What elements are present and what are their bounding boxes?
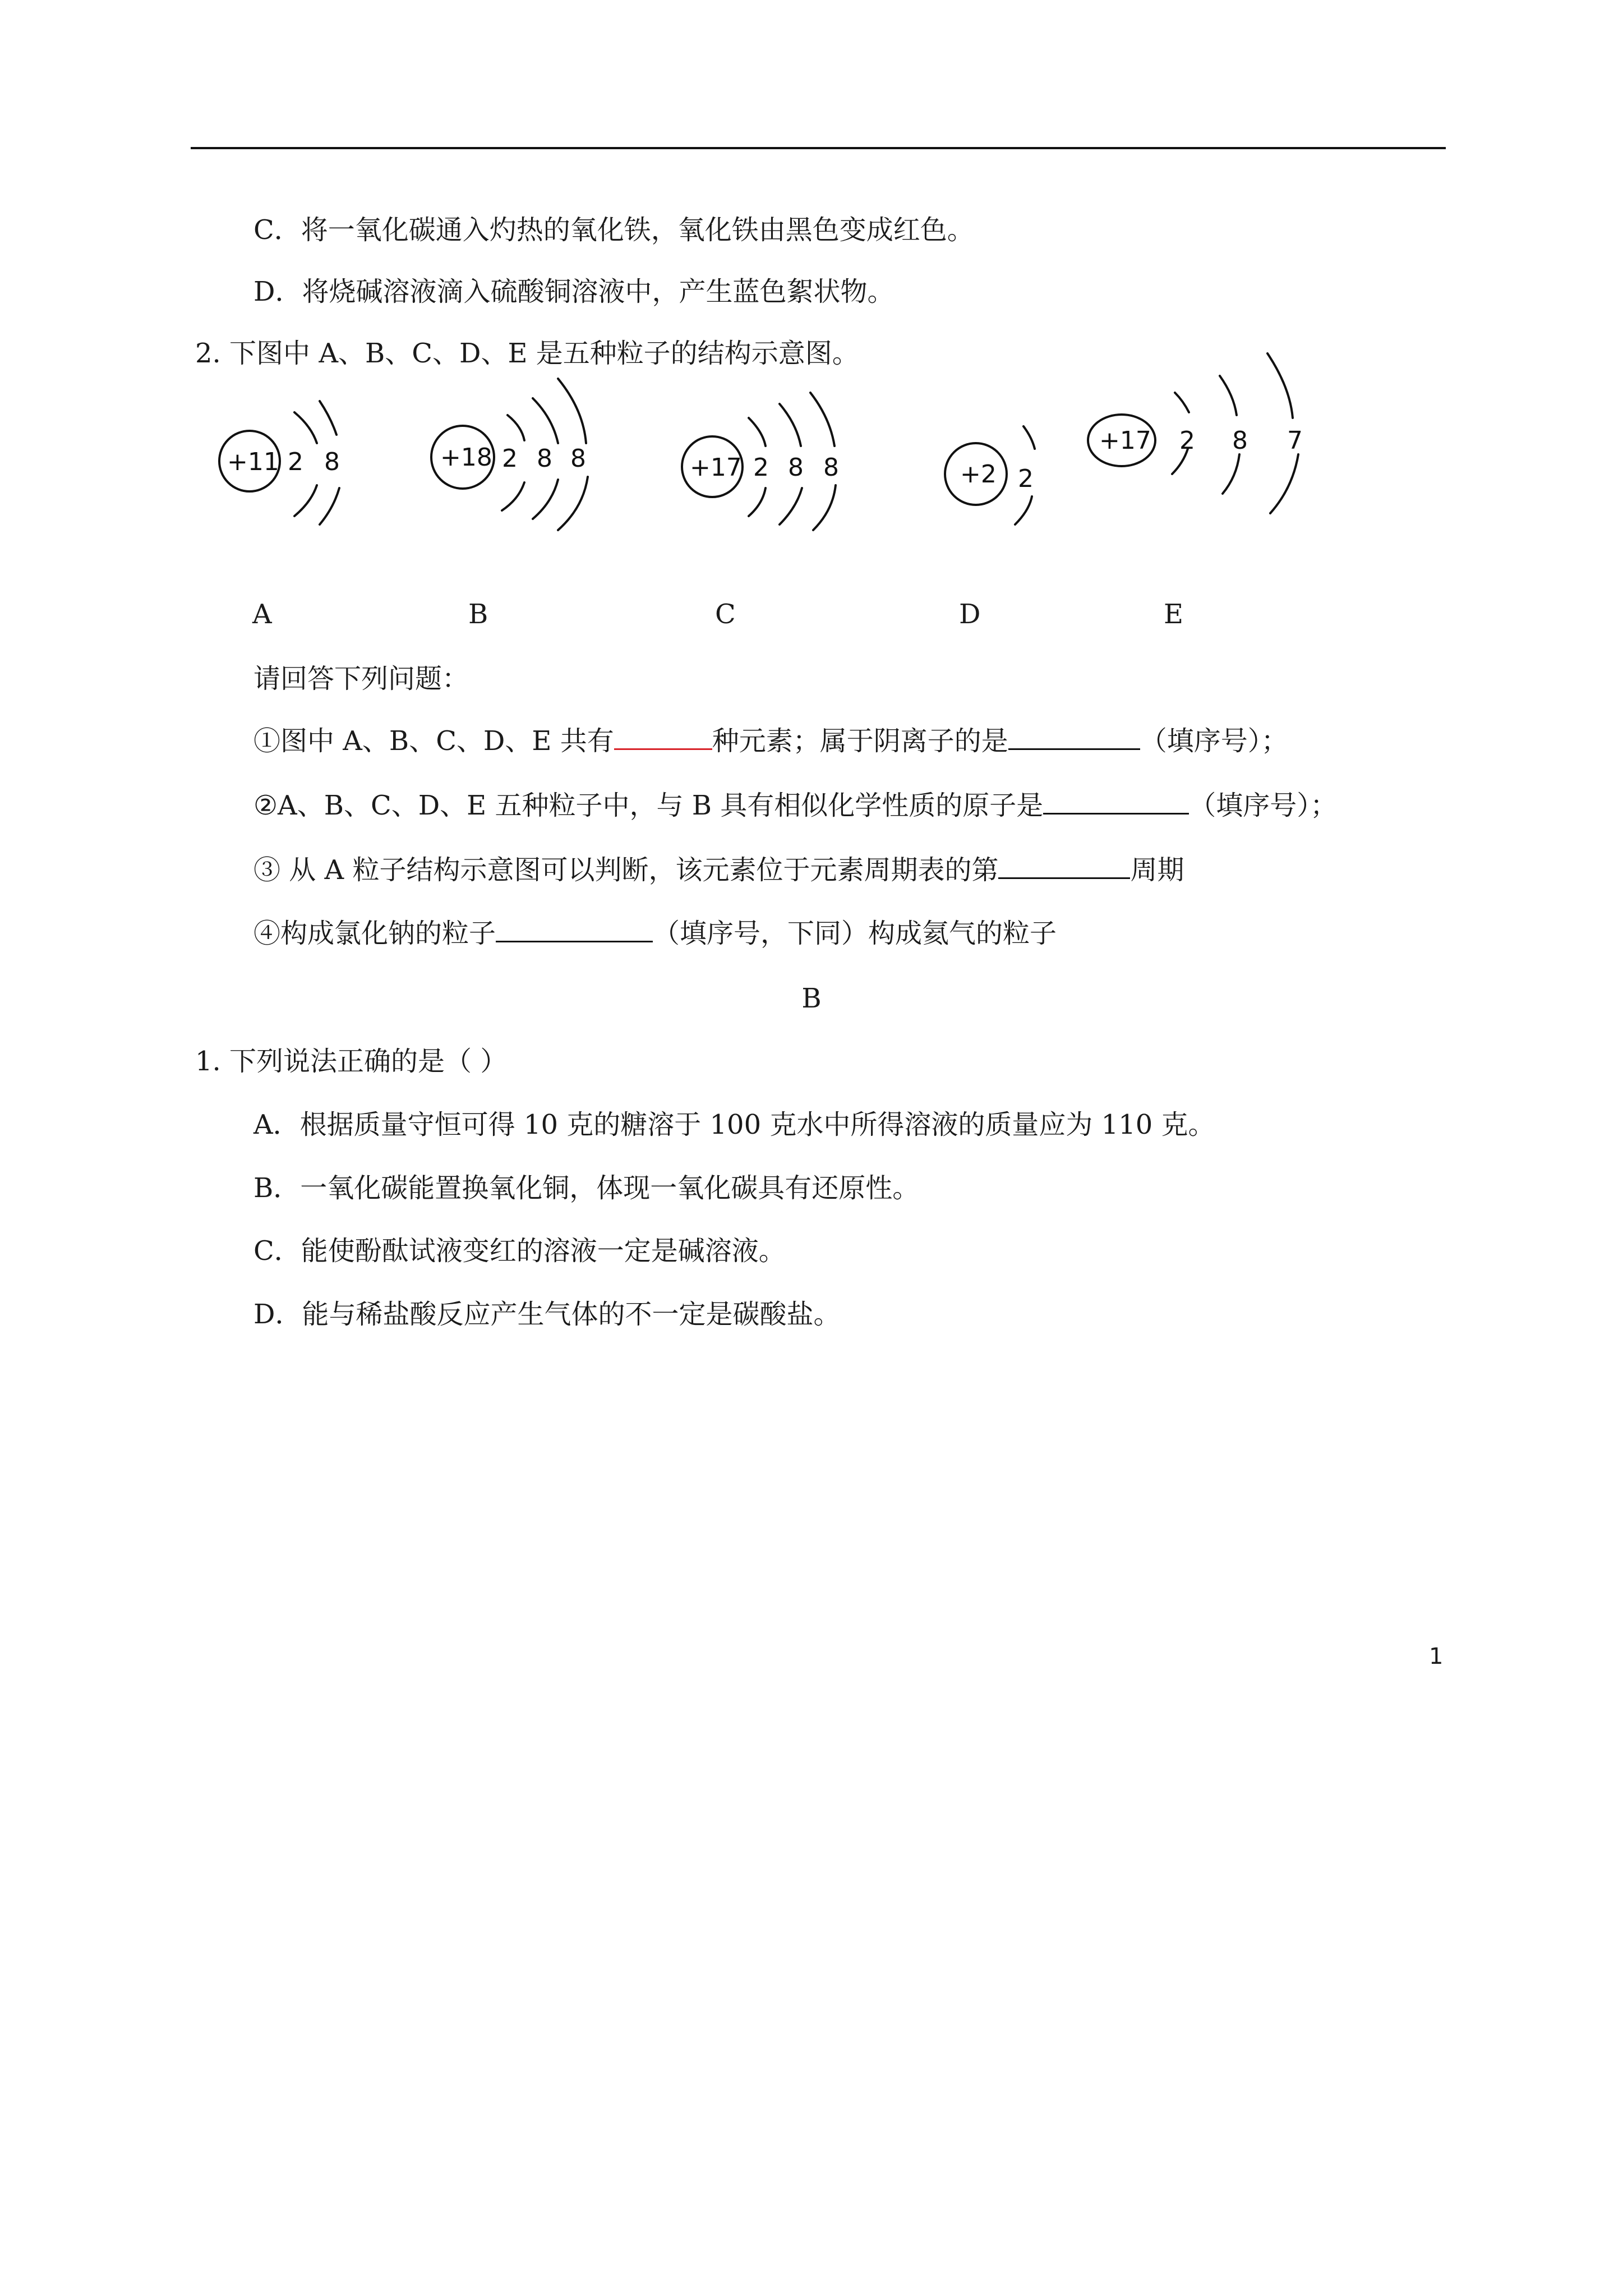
shell-c-3: 8 <box>823 453 839 482</box>
sub3-text-b: 周期 <box>1130 854 1184 886</box>
diagram-label-a: A <box>252 599 272 630</box>
shell-b-2: 8 <box>537 444 552 473</box>
answer-blank-3[interactable] <box>998 853 1130 879</box>
diagram-label-e: E <box>1164 599 1184 630</box>
sub-question-4 <box>253 916 1057 950</box>
option-c: C．将一氧化碳通入灼热的氧化铁，氧化铁由黑色变成红色。 <box>253 214 974 246</box>
nucleus-charge-a: +11 <box>227 448 279 476</box>
shell-a-2: 8 <box>324 448 340 476</box>
section-b-question-1-stem: 1. 下列说法正确的是（ ） <box>195 1046 508 1077</box>
diagram-label-d: D <box>959 599 981 630</box>
question-2-stem: 2. 下图中 A、B、C、D、E 是五种粒子的结构示意图。 <box>195 338 859 369</box>
section-b-option-c: C．能使酚酞试液变红的溶液一定是碱溶液。 <box>253 1235 786 1267</box>
sub4-text-b: （填序号，下同）构成氦气的粒子 <box>653 918 1057 949</box>
sub1-text-c: （填序号）； <box>1140 725 1288 757</box>
nucleus-charge-e: +17 <box>1099 426 1151 455</box>
answer-blank-1a[interactable] <box>614 724 712 750</box>
sub-question-1 <box>253 724 1288 758</box>
sub1-text-a: ①图中 A、B、C、D、E 共有 <box>253 725 614 757</box>
diagram-label-c: C <box>715 599 736 630</box>
page-number: 1 <box>1429 1644 1444 1669</box>
nucleus-charge-d: +2 <box>960 460 997 489</box>
section-b-option-b: B．一氧化碳能置换氧化铜，体现一氧化碳具有还原性。 <box>253 1172 920 1204</box>
shell-b-3: 8 <box>570 444 586 473</box>
shell-c-1: 2 <box>753 453 769 482</box>
sub4-text-a: ④构成氯化钠的粒子 <box>253 918 496 949</box>
shell-d-1: 2 <box>1018 464 1034 493</box>
sub-question-2 <box>253 788 1337 822</box>
sub2-text-b: （填序号）； <box>1189 790 1338 821</box>
section-b-option-a: A．根据质量守恒可得 10 克的糖溶于 100 克水中所得溶液的质量应为 110 克。 <box>253 1109 1215 1140</box>
atom-structure-diagrams <box>0 337 1623 561</box>
sub-question-3 <box>253 853 1184 887</box>
sub1-text-b: 种元素；属于阴离子的是 <box>712 725 1008 757</box>
option-d: D．将烧碱溶液滴入硫酸铜溶液中，产生蓝色絮状物。 <box>253 276 895 307</box>
section-b-option-d: D．能与稀盐酸反应产生气体的不一定是碳酸盐。 <box>253 1299 841 1330</box>
shell-e-3: 7 <box>1287 426 1303 455</box>
shell-c-2: 8 <box>788 453 804 482</box>
header-rule <box>191 147 1446 149</box>
diagram-label-b: B <box>468 599 488 630</box>
nucleus-charge-c: +17 <box>690 453 742 482</box>
shell-e-2: 8 <box>1232 426 1248 455</box>
nucleus-charge-b: +18 <box>440 443 492 472</box>
answer-blank-2[interactable] <box>1043 788 1189 815</box>
answer-blank-1b[interactable] <box>1008 724 1140 750</box>
prompt: 请回答下列问题： <box>253 663 469 694</box>
sub3-text-a: ③ 从 A 粒子结构示意图可以判断，该元素位于元素周期表的第 <box>253 854 999 886</box>
sub2-text-a: ②A、B、C、D、E 五种粒子中，与 B 具有相似化学性质的原子是 <box>253 790 1044 821</box>
shell-e-1: 2 <box>1179 426 1195 455</box>
shell-a-1: 2 <box>288 448 303 476</box>
answer-blank-4[interactable] <box>496 916 653 942</box>
section-b-heading: B <box>801 983 822 1014</box>
shell-b-1: 2 <box>502 444 518 473</box>
